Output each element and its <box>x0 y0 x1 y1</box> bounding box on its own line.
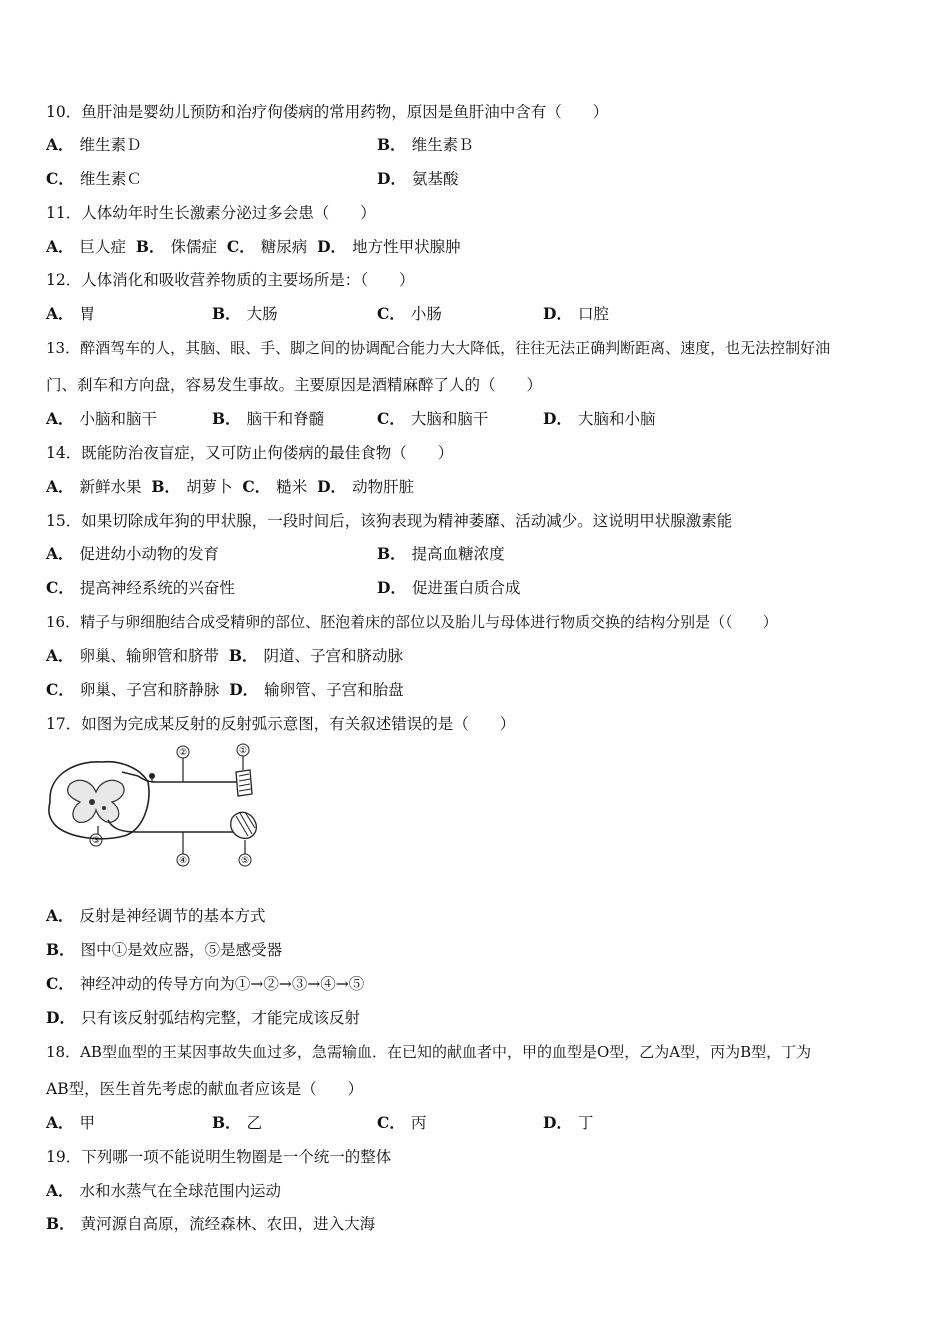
q12-option-d: D． 口腔 <box>543 304 609 323</box>
q18-option-d: D． 丁 <box>543 1113 594 1132</box>
q13-stem-line2: 门、刹车和方向盘，容易发生事故。主要原因是酒精麻醉了人的（ ） <box>46 376 543 394</box>
reflex-arc-diagram <box>40 742 280 877</box>
q15-option-d: D． 促进蛋白质合成 <box>377 578 521 597</box>
q17-option-b: B． 图中①是效应器，⑤是感受器 <box>46 940 283 959</box>
q19-stem: 19．下列哪一项不能说明生物圈是一个统一的整体 <box>46 1148 392 1166</box>
q14-stem: 14．既能防治夜盲症，又可防止佝偻病的最佳食物（ ） <box>46 444 454 462</box>
q17-stem: 17．如图为完成某反射的反射弧示意图，有关叙述错误的是（ ） <box>46 715 516 733</box>
q18-option-b: B． 乙 <box>212 1113 263 1132</box>
label-2: ② <box>178 748 188 758</box>
q18-stem-line1: 18．AB型血型的王某因事故失血过多，急需输血．在已知的献血者中，甲的血型是O型，乙为A型，丙为B型，丁为 <box>46 1043 812 1061</box>
q16-stem: 16．精子与卵细胞结合成受精卵的部位、胚泡着床的部位以及胎儿与母体进行物质交换的结构分别是（（ ） <box>46 613 778 631</box>
label-4: ④ <box>178 856 188 866</box>
q10-stem: 10．鱼肝油是婴幼儿预防和治疗佝偻病的常用药物，原因是鱼肝油中含有（ ） <box>46 103 609 121</box>
q12-option-c: C． 小肠 <box>377 304 442 323</box>
q13-option-c: C． 大脑和脑干 <box>377 409 489 428</box>
q16-options-cd: C． 卵巢、子宫和脐静脉 D． 输卵管、子宫和胎盘 <box>46 680 404 699</box>
q16-options-ab: A． 卵巢、输卵管和脐带 B． 阴道、子宫和脐动脉 <box>46 646 404 665</box>
q18-option-a: A． 甲 <box>46 1113 96 1132</box>
q11-stem: 11．人体幼年时生长激素分泌过多会患（ ） <box>46 204 376 222</box>
q12-option-b: B． 大肠 <box>212 304 278 323</box>
q13-option-d: D． 大脑和小脑 <box>543 409 656 428</box>
label-1: ① <box>238 746 248 756</box>
q18-stem-line2: AB型，医生首先考虑的献血者应该是（ ） <box>46 1080 364 1098</box>
label-5: ⑤ <box>240 856 250 866</box>
q10-option-d: D． 氨基酸 <box>377 169 459 188</box>
q15-stem: 15．如果切除成年狗的甲状腺，一段时间后，该狗表现为精神萎靡、活动减少。这说明甲状腺激素能 <box>46 512 733 530</box>
q13-option-b: B． 脑干和脊髓 <box>212 409 325 428</box>
receptor <box>236 770 252 796</box>
q10-option-c: C． 维生素Ｃ <box>46 169 142 188</box>
q15-option-c: C． 提高神经系统的兴奋性 <box>46 578 235 597</box>
q14-options: A． 新鲜水果 B． 胡萝卜 C． 糙米 D． 动物肝脏 <box>46 477 415 496</box>
q19-option-b: B． 黄河源自高原，流经森林、农田，进入大海 <box>46 1214 376 1233</box>
q10-option-b: B． 维生素Ｂ <box>377 135 474 154</box>
q15-option-a: A． 促进幼小动物的发育 <box>46 544 220 563</box>
q17-option-d: D． 只有该反射弧结构完整，才能完成该反射 <box>46 1008 360 1027</box>
q18-option-c: C． 丙 <box>377 1113 427 1132</box>
q19-option-a: A． 水和水蒸气在全球范围内运动 <box>46 1181 282 1200</box>
grey-matter <box>68 780 124 822</box>
q13-option-a: A． 小脑和脑干 <box>46 409 158 428</box>
q12-stem: 12．人体消化和吸收营养物质的主要场所是：（ ） <box>46 271 415 289</box>
effector <box>231 812 257 838</box>
q17-option-c: C． 神经冲动的传导方向为①→②→③→④→⑤ <box>46 974 365 993</box>
q11-options: A． 巨人症 B． 侏儒症 C． 糖尿病 D． 地方性甲状腺肿 <box>46 237 461 256</box>
q17-option-a: A． 反射是神经调节的基本方式 <box>46 906 266 925</box>
q15-option-b: B． 提高血糖浓度 <box>377 544 505 563</box>
label-3: ③ <box>91 836 101 846</box>
q10-option-a: A． 维生素Ｄ <box>46 135 142 154</box>
q12-option-a: A． 胃 <box>46 304 96 323</box>
q13-stem-line1: 13．醉酒驾车的人，其脑、眼、手、脚之间的协调配合能力大大降低，往往无法正确判断距离、速度，也无法控制好油 <box>46 339 831 357</box>
